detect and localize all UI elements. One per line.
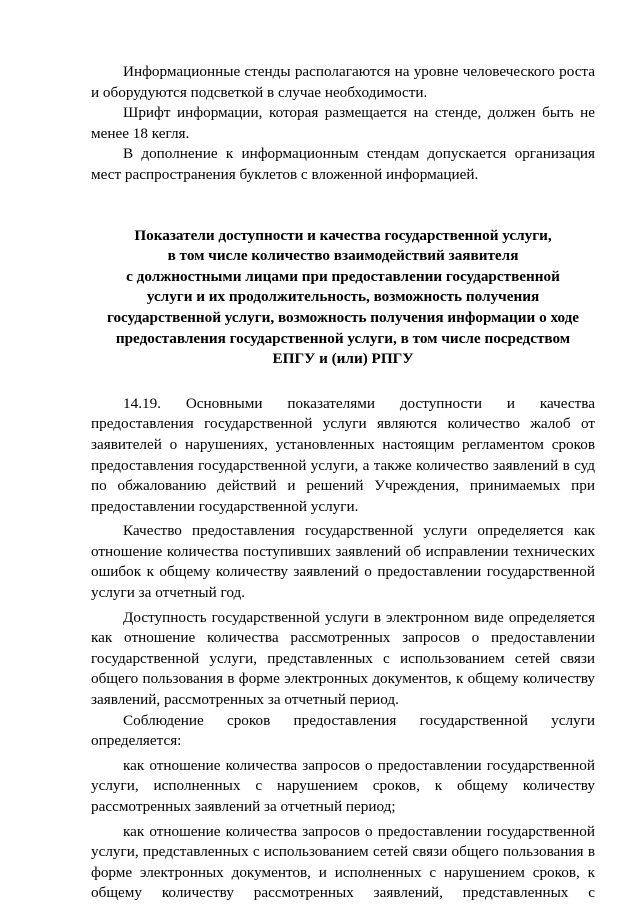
section-heading-line: с должностными лицами при предоставлении государственной <box>126 267 560 285</box>
section-heading-line: ЕПГУ и (или) РПГУ <box>272 350 414 368</box>
body-paragraph-accessibility: Доступность государственной услуги в электронном виде определяется как отношение количества рассмотренных запросов о предоставлении государственной услуги, представленных с использованием сетей связи общего пользования в форме электронных документов, к общему количеству заявлений, рассмотренных за отчетный период. <box>91 608 595 709</box>
section-heading-line: в том числе количество взаимодействий заявителя <box>167 247 519 265</box>
document-content <box>91 62 595 904</box>
section-heading-line: государственной услуги, возможность получения информации о ходе <box>106 308 580 326</box>
intro-paragraph-2: Шрифт информации, которая размещается на стенде, должен быть не менее 18 кегля. <box>91 104 595 142</box>
body-paragraph-deadlines: Соблюдение сроков предоставления государственной услуги определяется: <box>91 711 595 750</box>
body-paragraph-14-19: 14.19. Основными показателями доступности и качества предоставления государственной услуги являются количество жалоб от заявителей о нарушениях, установленных настоящим регламентом сроков предоставления государственной услуги, а также количество заявлений в суд по обжалованию действий и решений Учреждения, принимаемых при предоставлении государственной услуги. <box>91 394 595 515</box>
section-heading-line: предоставления государственной услуги, в том числе посредством <box>115 329 571 347</box>
intro-paragraph-1: Информационные стенды располагаются на уровне человеческого роста и оборудуются подсветкой в случае необходимости. <box>91 63 595 101</box>
body-paragraph-ratio-1: как отношение количества запросов о предоставлении государственной услуги, исполненных с нарушением сроков, к общему количеству рассмотренных заявлений за отчетный период; <box>91 756 595 815</box>
section-heading-line: Показатели доступности и качества государственной услуги, <box>134 226 552 244</box>
body-paragraph-quality: Качество предоставления государственной услуги определяется как отношение количества поступивших заявлений об исправлении технических ошибок к общему количеству заявлений о предоставлении государственной услуги за отчетный год. <box>91 522 595 602</box>
section-heading <box>91 226 595 370</box>
body-paragraph-ratio-2: как отношение количества запросов о предоставлении государственной услуги, представленных с использованием сетей связи общего пользования в форме электронных документов, и исполненных с нарушением сроков, к общему количеству рассмотренных заявлений, представленных с <box>91 822 595 902</box>
section-heading-line: услуги и их продолжительность, возможность получения <box>146 288 540 306</box>
intro-paragraph-3: В дополнение к информационным стендам допускается организация мест распространения буклетов с вложенной информацией. <box>91 145 595 183</box>
